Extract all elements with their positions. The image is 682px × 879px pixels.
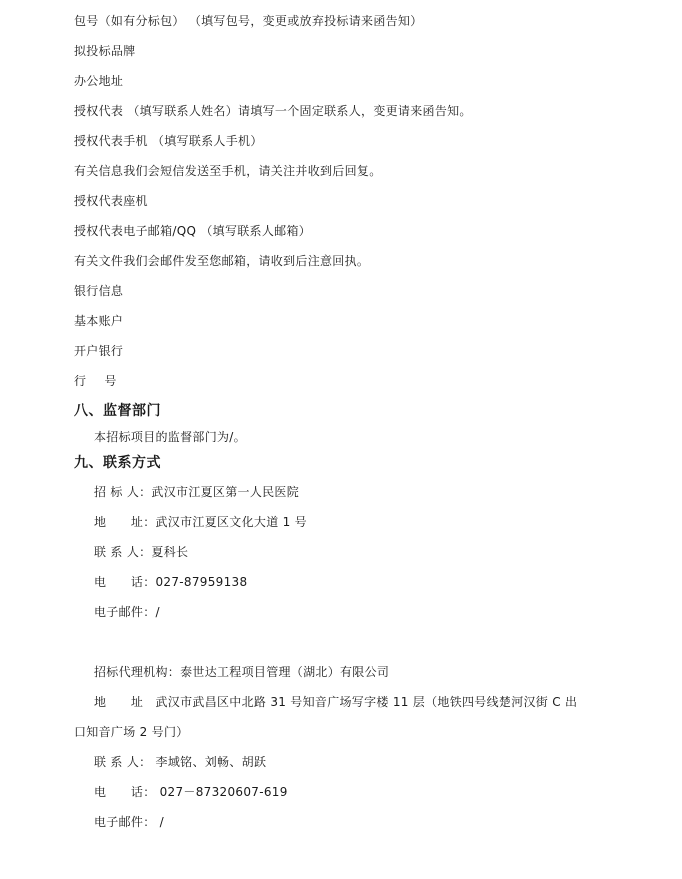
form-field-rep-mobile: 授权代表手机 （填写联系人手机） (74, 134, 263, 148)
form-field-brand: 拟投标品牌 (74, 44, 136, 58)
form-note-sms: 有关信息我们会短信发送至手机，请关注并收到后回复。 (74, 164, 382, 178)
tenderer-address: 地 址：武汉市江夏区文化大道 1 号 (94, 515, 307, 529)
section-8-text: 本招标项目的监督部门为/。 (94, 430, 246, 444)
agency-phone: 电 话： 027－87320607-619 (94, 785, 288, 799)
form-field-rep-landline: 授权代表座机 (74, 194, 148, 208)
form-note-email: 有关文件我们会邮件发至您邮箱，请收到后注意回执。 (74, 254, 370, 268)
tenderer-phone: 电 话：027-87959138 (94, 575, 248, 589)
form-field-basic-account: 基本账户 (74, 314, 124, 328)
agency-contact: 联 系 人： 李域铭、刘畅、胡跃 (94, 755, 267, 769)
form-field-bank-number (74, 373, 117, 389)
tenderer-email: 电子邮件：/ (94, 605, 160, 619)
agency-address-line2: 口知音广场 2 号门） (74, 725, 189, 739)
bank-number-label-right: 号 (104, 374, 117, 388)
agency-name: 招标代理机构：泰世达工程项目管理（湖北）有限公司 (94, 665, 390, 679)
agency-address-line1: 地 址 武汉市武昌区中北路 31 号知音广场写字楼 11 层（地铁四号线楚河汉街 C 出 (94, 695, 578, 709)
section-9-heading: 九、联系方式 (74, 455, 161, 471)
tenderer-name: 招 标 人：武汉市江夏区第一人民医院 (94, 485, 300, 499)
form-field-opening-bank: 开户银行 (74, 344, 124, 358)
bank-number-label-left: 行 (74, 374, 87, 388)
form-field-package: 包号（如有分标包） （填写包号，变更或放弃投标请来函告知） (74, 14, 423, 28)
tenderer-contact: 联 系 人：夏科长 (94, 545, 189, 559)
form-field-bank-info: 银行信息 (74, 284, 124, 298)
agency-email: 电子邮件： / (94, 815, 164, 829)
form-field-representative: 授权代表 （填写联系人姓名）请填写一个固定联系人，变更请来函告知。 (74, 104, 472, 118)
section-8-heading: 八、监督部门 (74, 403, 161, 419)
form-field-rep-email: 授权代表电子邮箱/QQ （填写联系人邮箱） (74, 224, 312, 238)
form-field-office-address: 办公地址 (74, 74, 124, 88)
